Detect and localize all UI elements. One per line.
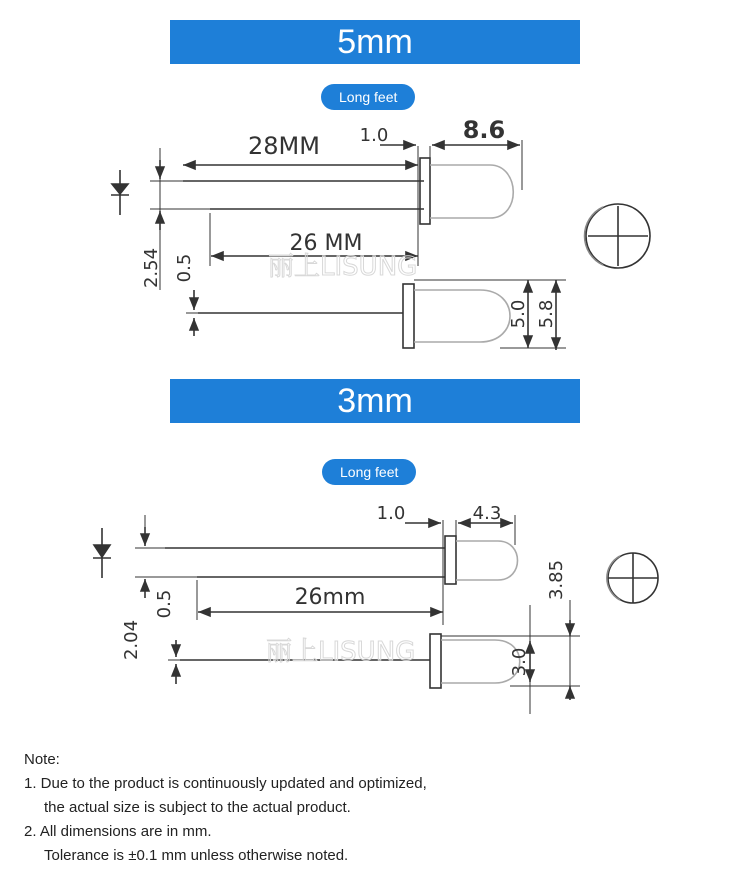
- dim-3mm-total-height: 3.85: [546, 559, 567, 601]
- led-5mm-bottom-flange: [403, 284, 414, 348]
- diode-symbol-3mm: [93, 528, 111, 578]
- section-5mm-badge: Long feet: [321, 84, 415, 110]
- led-5mm-body: [430, 165, 513, 218]
- diode-symbol-5mm: [111, 170, 129, 215]
- dim-5mm-flange: 1.0: [359, 125, 389, 146]
- notes-block: [24, 748, 427, 868]
- dim-3mm-lead-width: 0.5: [154, 589, 175, 619]
- led-3mm-end-view: [607, 553, 658, 603]
- dim-3mm-flange: 1.0: [376, 503, 406, 524]
- note-1-line-2: the actual size is subject to the actual product.: [44, 799, 351, 816]
- note-1-line-1: 1. Due to the product is continuously updated and optimized,: [24, 775, 427, 792]
- section-5mm-banner: 5mm: [170, 20, 580, 64]
- section-3mm-badge: Long feet: [322, 459, 416, 485]
- dim-3mm-body-length: 4.3: [472, 503, 502, 524]
- led-5mm-end-view: [585, 204, 650, 268]
- dim-5mm-long-lead: 28MM: [248, 132, 320, 160]
- section-3mm-banner: 3mm: [170, 379, 580, 423]
- dim-3mm-body-diameter: 3.0: [509, 647, 530, 677]
- dim-5mm-pitch: 2.54: [141, 247, 162, 289]
- note-2-line-1: 2. All dimensions are in mm.: [24, 823, 212, 840]
- led-3mm-flange: [445, 536, 456, 584]
- dim-3mm-short-lead: 26mm: [294, 585, 366, 610]
- led-5mm-bottom-body: [414, 290, 510, 342]
- note-2-line-2: Tolerance is ±0.1 mm unless otherwise noted.: [44, 847, 349, 864]
- watermark-5mm: 丽上LISUNG: [268, 252, 418, 282]
- dim-5mm-body-length: 8.6: [462, 116, 506, 144]
- led-3mm-side-view: [165, 536, 518, 584]
- led-5mm-bottom-view: [198, 284, 510, 348]
- led-3mm-body: [456, 541, 518, 580]
- notes-heading: Note:: [24, 751, 60, 768]
- dim-3mm-pitch: 2.04: [121, 619, 142, 661]
- watermark-3mm: 丽上LISUNG: [266, 637, 416, 667]
- led-5mm-flange: [420, 158, 430, 224]
- led-5mm-side-view: [183, 158, 513, 224]
- dim-5mm-body-diameter: 5.0: [508, 299, 529, 329]
- dim-5mm-short-lead: 26 MM: [289, 231, 363, 256]
- dim-5mm-flange-diameter: 5.8: [536, 299, 557, 329]
- dim-5mm-lead-width: 0.5: [174, 253, 195, 283]
